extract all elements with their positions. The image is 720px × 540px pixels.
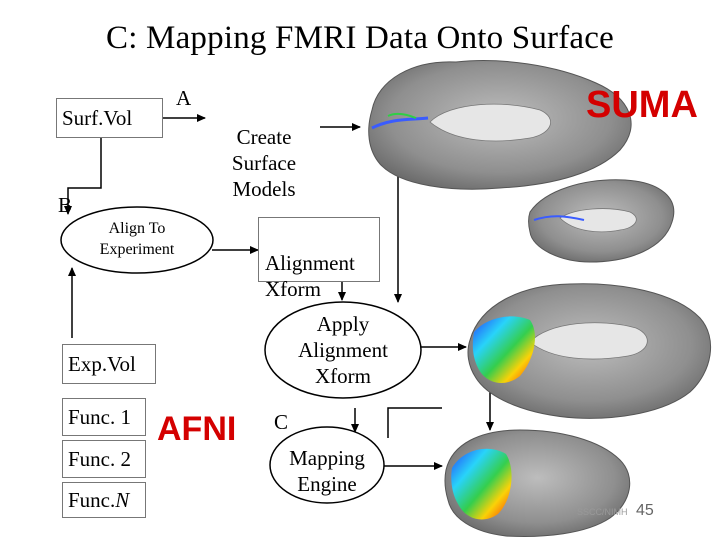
- funcN-box: [62, 482, 146, 518]
- brain-lower-image: [468, 284, 711, 419]
- create-surface-models-label: Create Surface Models: [231, 125, 297, 201]
- create-surface-models-box: [208, 90, 320, 201]
- expvol-label: Exp.Vol: [68, 352, 136, 376]
- alignment-xform-label: Alignment Xform: [265, 251, 355, 301]
- func1-box: [62, 398, 146, 436]
- func1-label: Func. 1: [68, 405, 131, 429]
- slide-title: C: Mapping FMRI Data Onto Surface: [106, 20, 614, 56]
- arrow-surfvol-to-align: [68, 138, 101, 214]
- footer-org: SSCC/NIMH: [577, 507, 628, 517]
- mapping-engine-label: Mapping Engine: [289, 446, 365, 496]
- surfvol-label: Surf.Vol: [62, 106, 133, 130]
- funcN-italic: N: [115, 488, 130, 512]
- funcN-prefix: Func.: [68, 488, 116, 512]
- brain-bottom-image: [445, 430, 630, 536]
- arrow-func-to-apply: [388, 408, 442, 438]
- afni-label: AFNI: [157, 410, 237, 448]
- label-b: B: [58, 193, 73, 217]
- func2-box: [62, 440, 146, 478]
- brain-mid-image: [529, 180, 674, 262]
- expvol-box: [62, 344, 156, 384]
- alignment-xform-box: [258, 217, 380, 301]
- func2-label: Func. 2: [68, 447, 131, 471]
- align-to-experiment-label: Align To Experiment: [99, 220, 175, 258]
- page-number: 45: [636, 502, 654, 519]
- suma-label: SUMA: [586, 84, 698, 126]
- apply-alignment-xform-label: Apply Alignment Xform: [298, 312, 388, 388]
- label-a: A: [176, 86, 192, 110]
- label-c: C: [274, 410, 289, 434]
- surfvol-box: [56, 98, 163, 138]
